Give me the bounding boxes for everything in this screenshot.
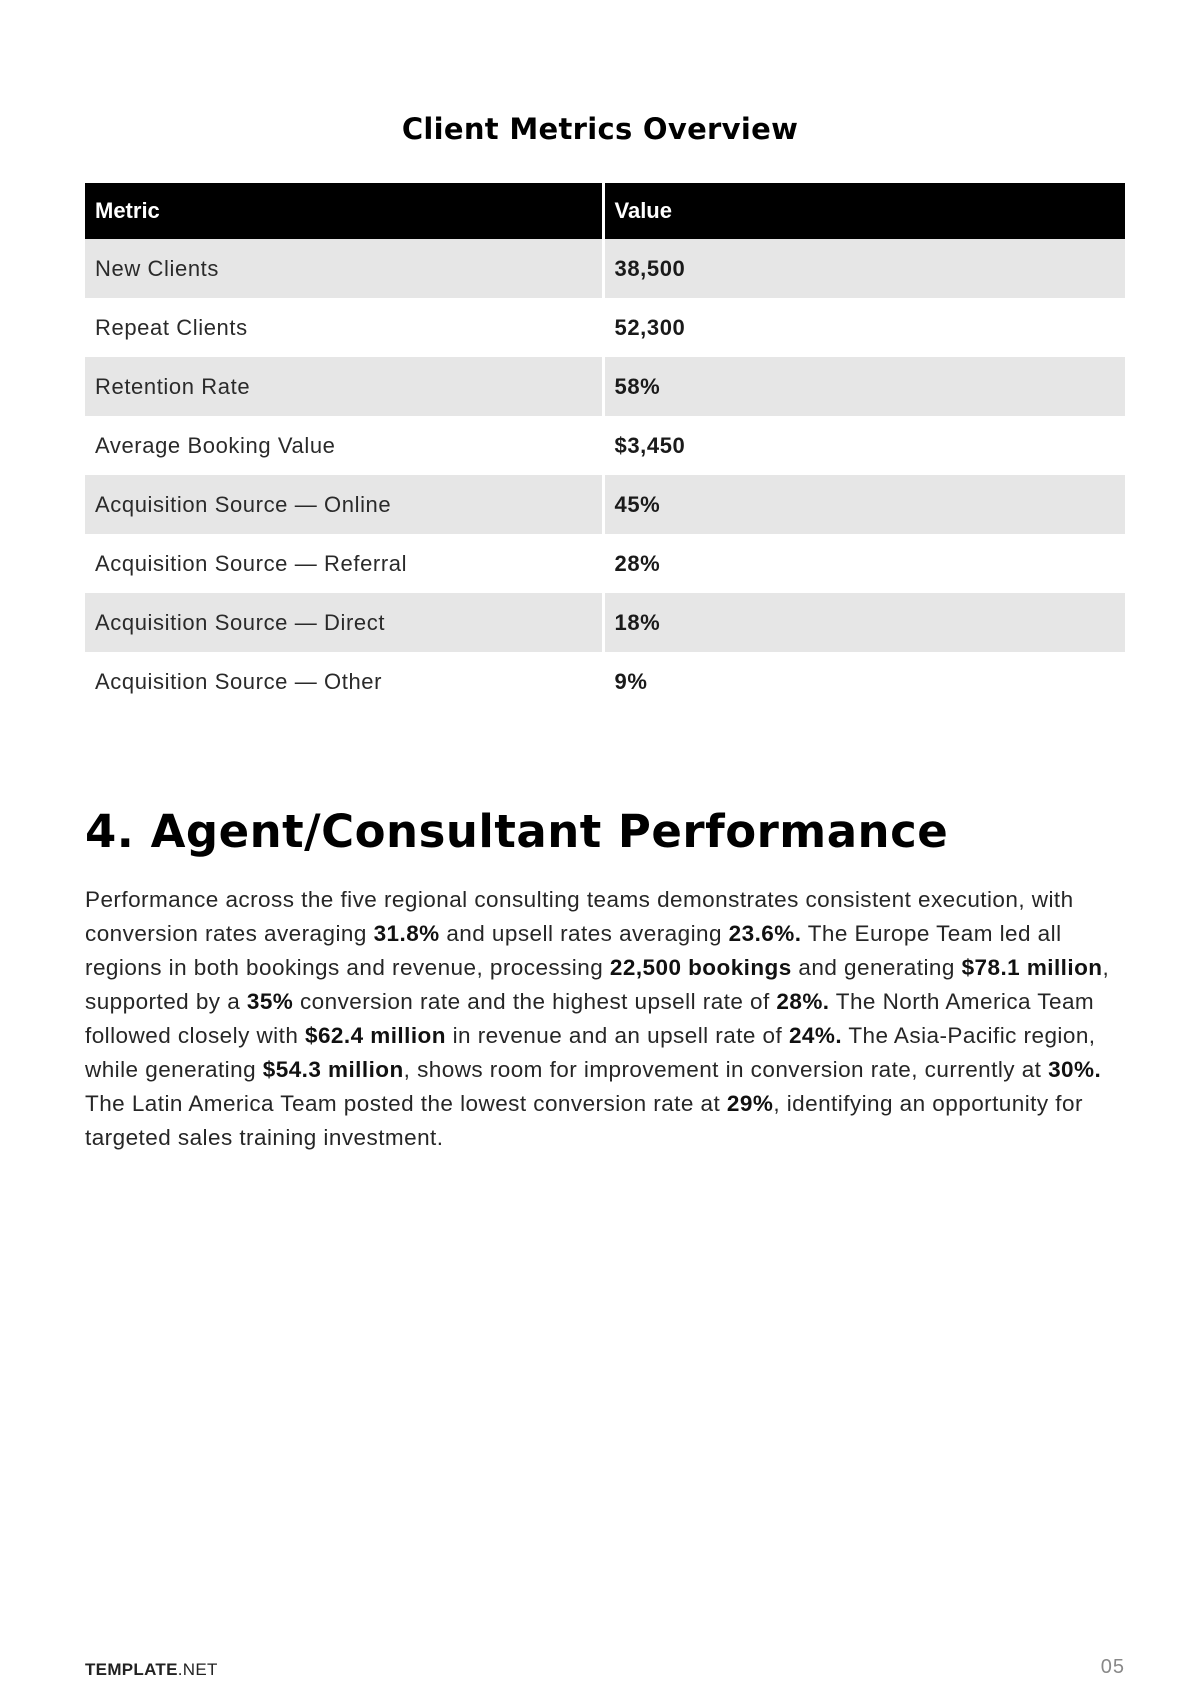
value-cell: 45% — [603, 475, 1125, 534]
metric-cell: Average Booking Value — [95, 432, 336, 458]
paragraph-highlight: 24%. — [788, 1023, 843, 1048]
paragraph-text: Performance across the five regional consulting teams demonstrates consistent execution, with conversion rates averaging — [85, 887, 1074, 946]
value-cell: 9% — [603, 652, 1125, 711]
paragraph-text: , shows room for improvement in conversion rate, currently at — [403, 1057, 1049, 1082]
paragraph-text: The Asia-Pacific region, while generating — [85, 1023, 1096, 1082]
paragraph-text: and upsell rates averaging — [439, 921, 729, 946]
paragraph-text: and generating — [791, 955, 962, 980]
paragraph-text: in revenue and an upsell rate of — [445, 1023, 789, 1048]
value-cell: 58% — [603, 357, 1125, 416]
metric-cell: Retention Rate — [85, 357, 603, 416]
paragraph-highlight: 29% — [726, 1091, 774, 1116]
table-row — [85, 357, 1125, 416]
logo-strong: TEMPLATE — [85, 1660, 178, 1679]
paragraph-text: The Europe Team led all regions in both bookings and revenue, processing — [85, 921, 1062, 980]
paragraph-highlight: 22,500 bookings — [609, 955, 792, 980]
performance-paragraph — [85, 883, 1135, 1155]
value-cell: 52,300 — [603, 298, 1125, 357]
metric-cell: Acquisition Source — Other — [95, 668, 383, 694]
paragraph-text: The Latin America Team posted the lowest conversion rate at — [85, 1091, 727, 1116]
column-header-value: Value — [603, 183, 1125, 239]
paragraph-highlight: 23.6%. — [728, 921, 802, 946]
table-row — [85, 298, 1125, 357]
paragraph-highlight: 35% — [246, 989, 294, 1014]
table-row — [85, 475, 1125, 534]
paragraph-highlight: $62.4 million — [305, 1023, 446, 1048]
metric-cell: Repeat Clients — [95, 314, 248, 340]
table-row — [85, 593, 1125, 652]
value-cell: 28% — [603, 534, 1125, 593]
metric-cell: New Clients — [85, 239, 603, 298]
metric-cell: Acquisition Source — Online — [85, 475, 603, 534]
section-heading: 4. Agent/Consultant Performance — [85, 805, 949, 858]
paragraph-text: , identifying an opportunity for targeted sales training investment. — [85, 1091, 1083, 1150]
value-cell: 38,500 — [603, 239, 1125, 298]
client-metrics-table — [85, 183, 1125, 711]
column-header-metric: Metric — [85, 183, 603, 239]
table-row — [85, 534, 1125, 593]
paragraph-highlight: 30%. — [1048, 1057, 1102, 1082]
paragraph-text: , supported by a — [85, 955, 1110, 1014]
table-title: Client Metrics Overview — [401, 112, 799, 146]
logo-light: .NET — [177, 1660, 218, 1679]
metric-cell: Acquisition Source — Direct — [85, 593, 603, 652]
value-cell: 18% — [603, 593, 1125, 652]
paragraph-highlight: 28%. — [776, 989, 830, 1014]
table-row — [85, 652, 1125, 711]
paragraph-text: The North America Team followed closely with — [85, 989, 1095, 1048]
table-header-row — [85, 183, 1125, 239]
page-number: 05 — [1100, 1656, 1125, 1678]
footer-logo — [85, 1660, 218, 1680]
metric-cell: Acquisition Source — Referral — [95, 550, 408, 576]
paragraph-highlight: 31.8% — [373, 921, 440, 946]
value-cell: $3,450 — [603, 416, 1125, 475]
paragraph-highlight: $78.1 million — [961, 955, 1103, 980]
table-row — [85, 416, 1125, 475]
paragraph-highlight: $54.3 million — [262, 1057, 404, 1082]
table-row — [85, 239, 1125, 298]
paragraph-text: conversion rate and the highest upsell rate of — [293, 989, 777, 1014]
